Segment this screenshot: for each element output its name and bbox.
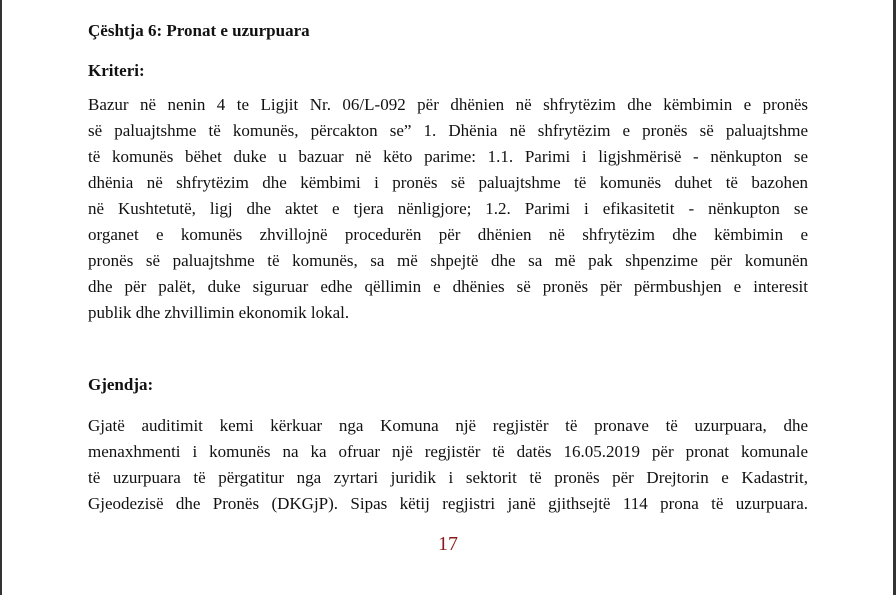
section-title: Çështja 6: Pronat e uzurpuara <box>88 21 310 40</box>
text-line: Gjatë auditimit kemi kërkuar nga Komuna një regjistër të pronave të uzurpuara, dhe <box>88 416 808 435</box>
text-line: dhe për palët, duke siguruar edhe qëllimin e dhënies së pronës për përmbushjen e interesit <box>88 277 808 296</box>
condition-paragraph <box>88 413 808 517</box>
text-line: menaxhmenti i komunës na ka ofruar një regjistër të datës 16.05.2019 për pronat komunale <box>88 442 808 461</box>
condition-heading: Gjendja: <box>88 375 154 394</box>
text-line: pronës së paluajtshme të komunës, sa më shpejtë dhe sa më pak shpenzime për komunën <box>88 251 808 270</box>
text-line: organet e komunës zhvillojnë procedurën për dhënien në shfrytëzim dhe këmbimin e <box>88 225 808 244</box>
text-line: në Kushtetutë, ligj dhe aktet e tjera nënligjore; 1.2. Parimi i efikasitetit - nënkupton se <box>88 199 808 218</box>
page-number: 17 <box>438 533 458 555</box>
text-line: Gjeodezisë dhe Pronës (DKGjP). Sipas këtij regjistri janë gjithsejtë 114 prona të uzurpuara. <box>88 494 808 513</box>
viewer-left-border <box>0 0 2 595</box>
text-line: të komunës bëhet duke u bazuar në këto parime: 1.1. Parimi i ligjshmërisë - nënkupton se <box>88 147 808 166</box>
text-line: dhënia në shfrytëzim dhe këmbimi i pronës së paluajtshme të komunës duhet të bazohen <box>88 173 808 192</box>
criteria-paragraph <box>88 92 808 326</box>
text-line: Bazur në nenin 4 te Ligjit Nr. 06/L-092 për dhënien në shfrytëzim dhe këmbimin e pronës <box>88 95 808 114</box>
criteria-heading: Kriteri: <box>88 61 145 80</box>
text-line: së paluajtshme të komunës, përcakton se” 1. Dhënia në shfrytëzim e pronës së paluajtshme <box>88 121 808 140</box>
text-line: të uzurpuara të përgatitur nga zyrtari juridik i sektorit të pronës për Drejtorin e Kadastrit, <box>88 468 808 487</box>
text-line: publik dhe zhvillimin ekonomik lokal. <box>88 303 350 322</box>
